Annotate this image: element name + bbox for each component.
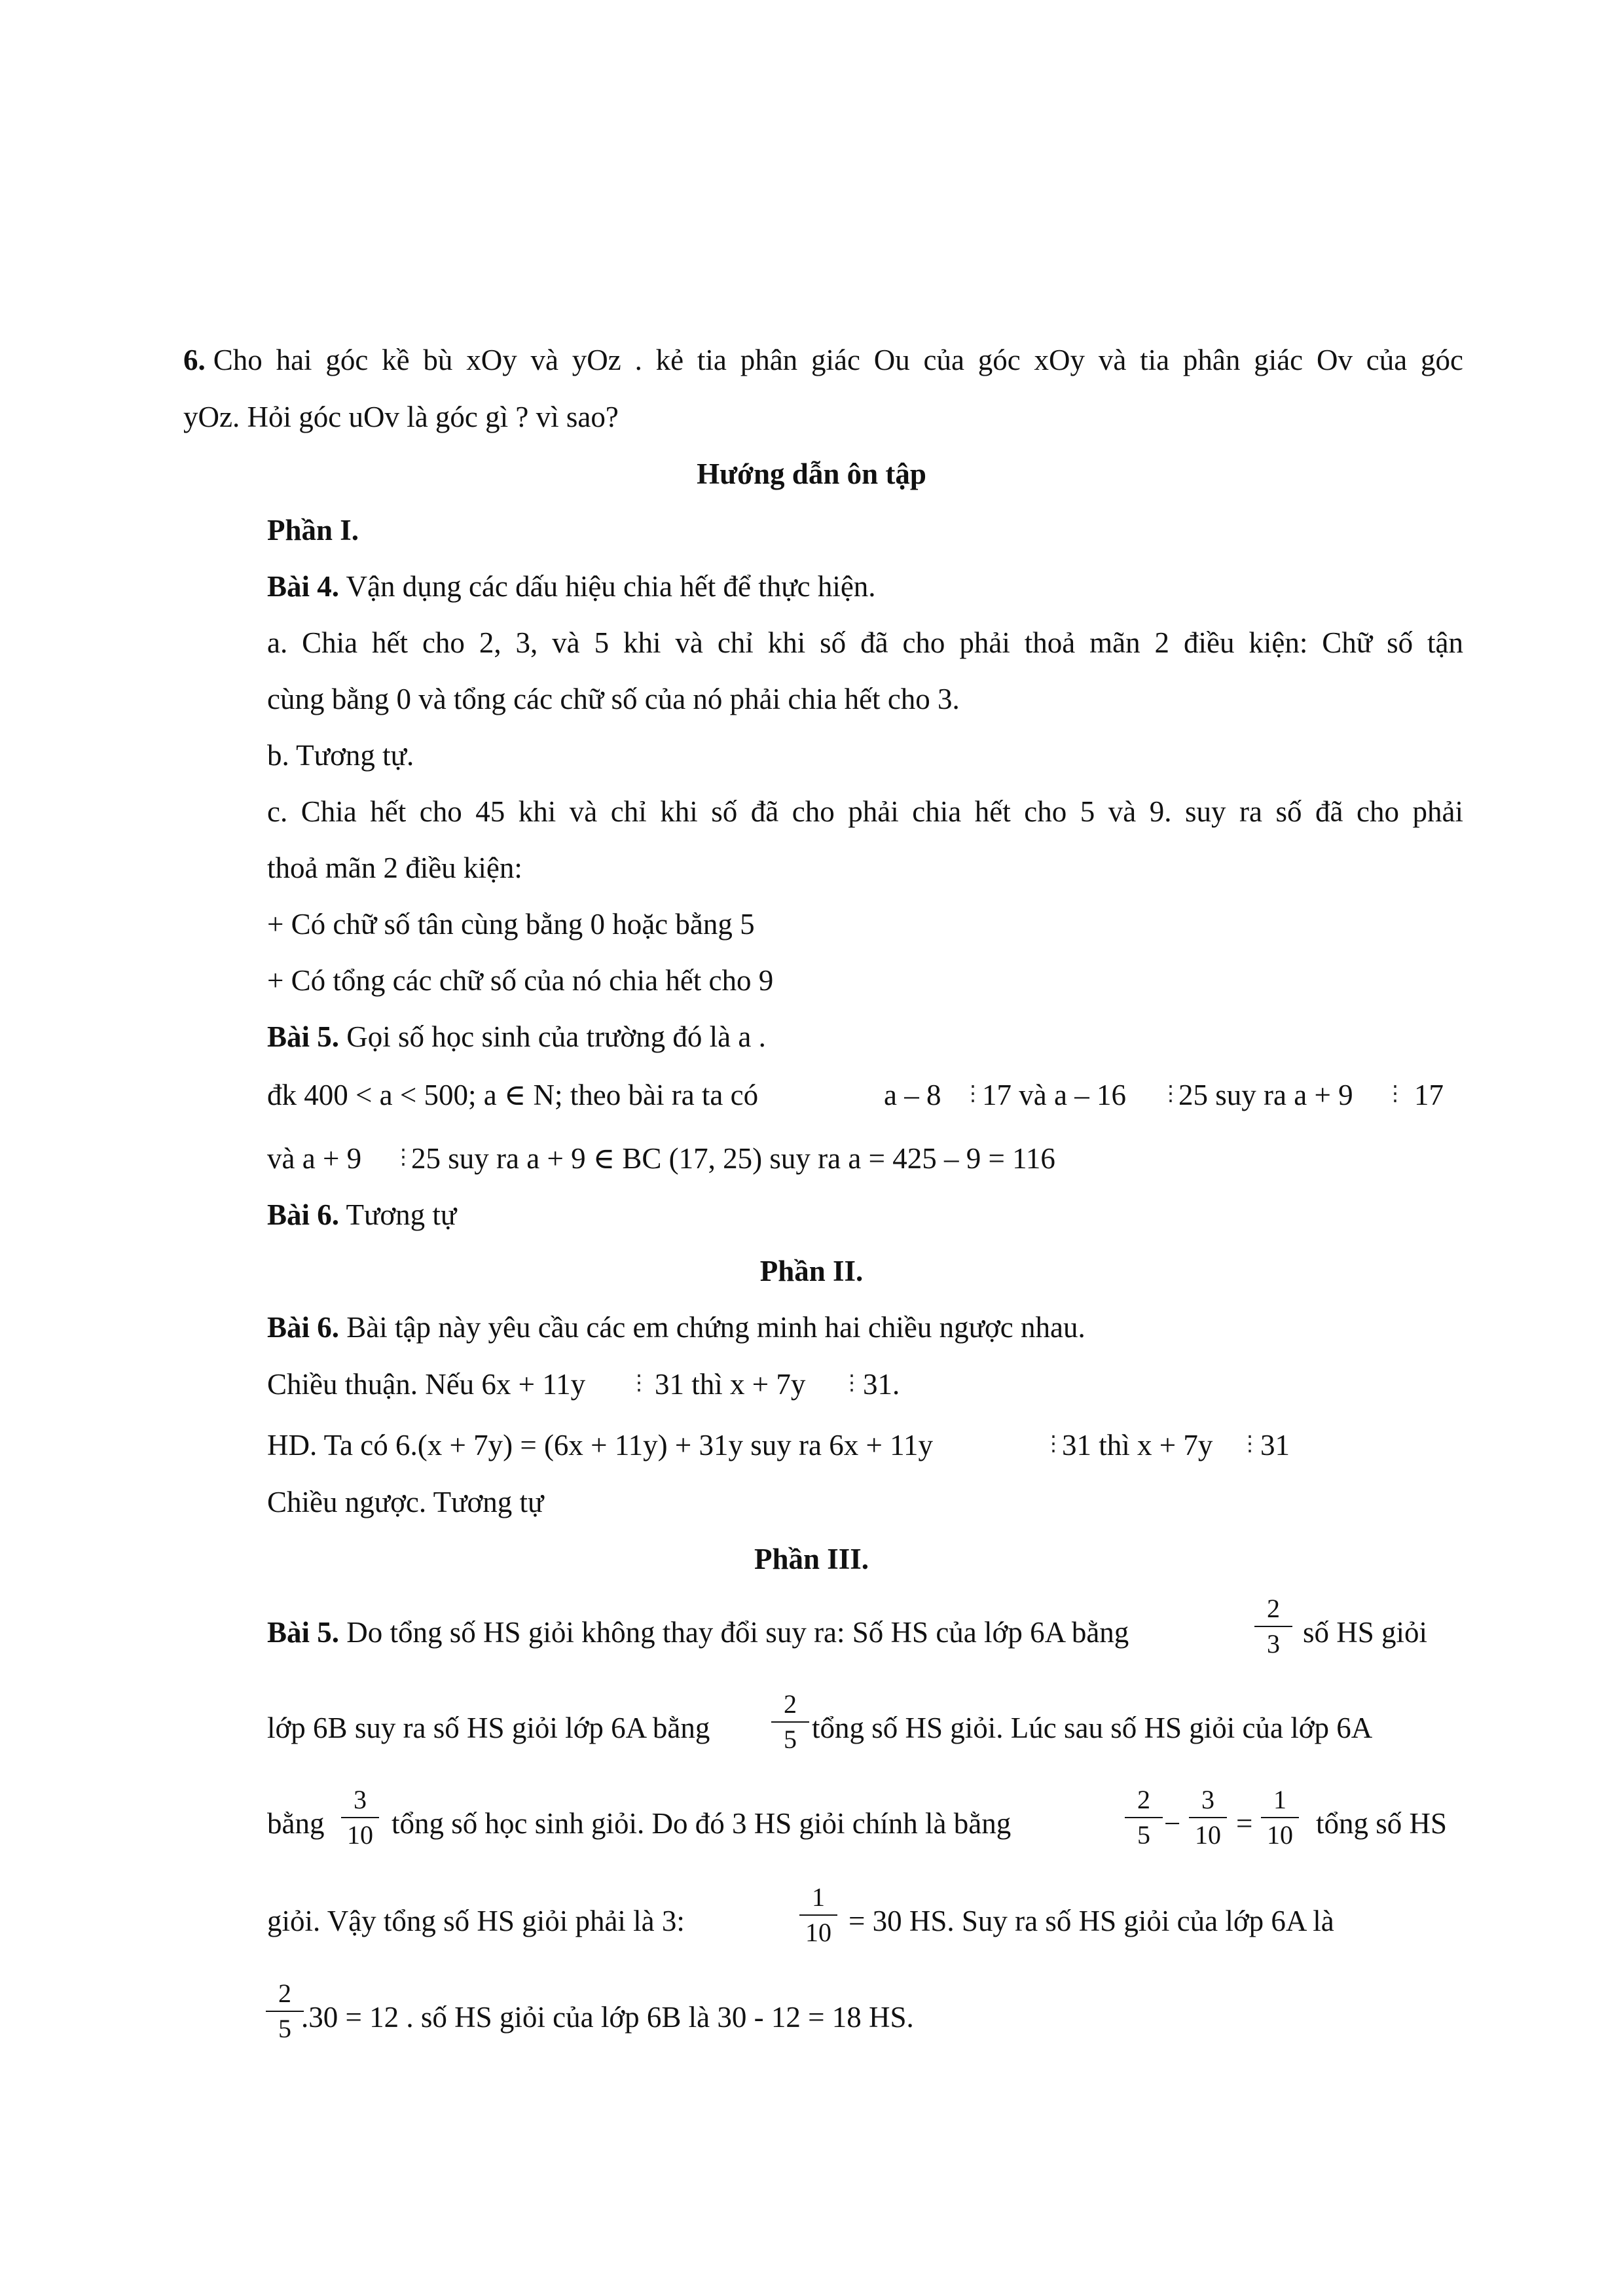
fraction-denominator: 10 bbox=[1267, 1820, 1293, 1850]
fraction-two-thirds bbox=[1250, 1593, 1296, 1660]
part1-bai6-text: Tương tự bbox=[346, 1198, 457, 1231]
part2-bai6-t2a: HD. Ta có 6.(x + 7y) = (6x + 11y) + 31y suy ra 6x + 11y bbox=[267, 1429, 933, 1462]
fraction-numerator: 3 bbox=[1201, 1785, 1214, 1814]
part1-bai5-cond2-b: 25 suy ra a + 9 ∈ BC (17, 25) suy ra a = 425 – 9 = 116 bbox=[411, 1142, 1055, 1175]
fraction-numerator: 2 bbox=[784, 1689, 797, 1719]
fraction-denominator: 10 bbox=[1195, 1820, 1221, 1850]
fraction-bar bbox=[1254, 1626, 1292, 1627]
part1-bai6-line bbox=[267, 1195, 456, 1234]
divides-symbol: ⋮ bbox=[1239, 1431, 1260, 1455]
fraction-three-tenths bbox=[1185, 1784, 1231, 1851]
q6-line-2: yOz. Hỏi góc uOv là góc gì ? vì sao? bbox=[183, 401, 619, 433]
part2-bai6-t1c: 31. bbox=[863, 1368, 900, 1401]
part3-bai5-text5: .30 = 12 . số HS giỏi của lớp 6B là 30 - 12 = 18 HS. bbox=[301, 2001, 914, 2034]
page-heading: Hướng dẫn ôn tập bbox=[697, 457, 926, 490]
part1-bai5-label: Bài 5. bbox=[267, 1020, 340, 1053]
part3-bai5-text4a: giỏi. Vậy tổng số HS giỏi phải là 3: bbox=[267, 1905, 685, 1937]
part3-bai5-line1 bbox=[267, 1613, 1129, 1652]
fraction-denominator: 5 bbox=[278, 2014, 291, 2043]
part1-bai5-cond-c: 17 và a – 16 bbox=[982, 1079, 1126, 1111]
fraction-numerator: 3 bbox=[354, 1785, 367, 1814]
part3-bai5-text2a: lớp 6B suy ra số HS giỏi lớp 6A bằng bbox=[267, 1712, 710, 1744]
fraction-two-fifths bbox=[767, 1689, 813, 1755]
q6-text-1: Cho hai góc kề bù xOy và yOz . kẻ tia phân giác Ou của góc xOy và tia phân giác Ov của góc bbox=[213, 344, 1463, 376]
equals-sign: = bbox=[1236, 1807, 1253, 1840]
part3-bai5-text3a: bằng bbox=[267, 1807, 325, 1840]
fraction-denominator: 5 bbox=[784, 1725, 797, 1754]
fraction-numerator: 2 bbox=[1267, 1594, 1280, 1623]
part3-bai5-text1: Do tổng số HS giỏi không thay đổi suy ra: Số HS của lớp 6A bằng bbox=[346, 1616, 1129, 1649]
fraction-bar bbox=[1125, 1817, 1163, 1818]
part3-bai5-text4b: = 30 HS. Suy ra số HS giỏi của lớp 6A là bbox=[848, 1905, 1334, 1937]
divides-symbol: ⋮ bbox=[841, 1371, 862, 1394]
fraction-numerator: 2 bbox=[1137, 1785, 1150, 1814]
part1-bai5-cond-e: 17 bbox=[1414, 1079, 1444, 1111]
fraction-bar bbox=[771, 1721, 809, 1723]
q6-number: 6. bbox=[183, 344, 206, 376]
part1-bai4-c2: thoả mãn 2 điều kiện: bbox=[267, 852, 522, 884]
part1-bai4-b: b. Tương tự. bbox=[267, 739, 414, 772]
fraction-denominator: 5 bbox=[1137, 1820, 1150, 1850]
part1-bai4-c4: + Có tổng các chữ số của nó chia hết cho 9 bbox=[267, 964, 774, 997]
part1-bai4-a2: cùng bằng 0 và tổng các chữ số của nó phải chia hết cho 3. bbox=[267, 683, 960, 715]
part1-bai5-cond2-a: và a + 9 bbox=[267, 1142, 362, 1175]
part2-bai6-t2c: 31 bbox=[1260, 1429, 1290, 1462]
fraction-bar bbox=[266, 2011, 304, 2012]
part2-bai6-t1b: 31 thì x + 7y bbox=[655, 1368, 806, 1401]
fraction-bar bbox=[1261, 1817, 1299, 1818]
fraction-bar bbox=[799, 1914, 837, 1916]
part1-bai5-text: Gọi số học sinh của trường đó là a . bbox=[346, 1020, 766, 1053]
fraction-bar bbox=[1189, 1817, 1227, 1818]
divides-symbol: ⋮ bbox=[629, 1371, 649, 1394]
q6-line-1 bbox=[183, 340, 1463, 380]
part2-bai6-label: Bài 6. bbox=[267, 1311, 340, 1344]
part3-title: Phần III. bbox=[754, 1543, 869, 1575]
part3-bai5-text1-end: số HS giỏi bbox=[1303, 1616, 1428, 1649]
fraction-numerator: 1 bbox=[1273, 1785, 1286, 1814]
divides-symbol: ⋮ bbox=[393, 1145, 414, 1168]
divides-symbol: ⋮ bbox=[1385, 1081, 1406, 1105]
divides-symbol: ⋮ bbox=[1043, 1431, 1064, 1455]
part2-bai6-t3: Chiều ngược. Tương tự bbox=[267, 1486, 544, 1518]
part1-bai4-text: Vận dụng các dấu hiệu chia hết để thực hiện. bbox=[346, 570, 876, 603]
fraction-three-tenths bbox=[337, 1784, 383, 1851]
fraction-two-fifths bbox=[1121, 1784, 1167, 1851]
fraction-numerator: 2 bbox=[278, 1979, 291, 2008]
part1-bai4-c3: + Có chữ số tân cùng bằng 0 hoặc bằng 5 bbox=[267, 908, 755, 941]
part2-bai6-t2b: 31 thì x + 7y bbox=[1062, 1429, 1213, 1462]
part2-title: Phần II. bbox=[759, 1255, 864, 1287]
part3-bai5-text3b: tổng số học sinh giỏi. Do đó 3 HS giỏi chính là bằng bbox=[392, 1807, 1012, 1840]
divides-symbol: ⋮ bbox=[1160, 1081, 1181, 1105]
part2-bai6-text: Bài tập này yêu cầu các em chứng minh hai chiều ngược nhau. bbox=[346, 1311, 1085, 1344]
fraction-one-tenth bbox=[1257, 1784, 1303, 1851]
part1-bai4-c1: c. Chia hết cho 45 khi và chỉ khi số đã cho phải chia hết cho 5 và 9. suy ra số đã cho phải bbox=[267, 795, 1463, 828]
part1-bai5-cond-d: 25 suy ra a + 9 bbox=[1178, 1079, 1353, 1111]
part2-bai6-line bbox=[267, 1308, 1085, 1347]
part1-bai4-label: Bài 4. bbox=[267, 570, 340, 603]
fraction-bar bbox=[341, 1817, 379, 1818]
part3-bai5-label: Bài 5. bbox=[267, 1616, 340, 1649]
minus-sign: − bbox=[1164, 1807, 1181, 1840]
part3-bai5-text3c: tổng số HS bbox=[1316, 1807, 1448, 1840]
fraction-numerator: 1 bbox=[812, 1882, 825, 1912]
part2-bai6-t1a: Chiều thuận. Nếu 6x + 11y bbox=[267, 1368, 586, 1401]
divides-symbol: ⋮ bbox=[962, 1081, 983, 1105]
part1-bai5-cond-b: a – 8 bbox=[884, 1079, 941, 1111]
part1-bai5-line bbox=[267, 1017, 766, 1056]
part1-bai4-a1: a. Chia hết cho 2, 3, và 5 khi và chỉ khi số đã cho phải thoả mãn 2 điều kiện: Chữ số tận bbox=[267, 626, 1463, 659]
part3-bai5-text2b: tổng số HS giỏi. Lúc sau số HS giỏi của lớp 6A bbox=[812, 1712, 1373, 1744]
fraction-one-tenth bbox=[795, 1882, 841, 1948]
fraction-denominator: 3 bbox=[1267, 1629, 1280, 1659]
part1-bai4-line bbox=[267, 567, 876, 606]
part1-bai5-cond-a: đk 400 < a < 500; a ∈ N; theo bài ra ta có bbox=[267, 1079, 759, 1111]
fraction-denominator: 10 bbox=[347, 1820, 373, 1850]
part1-bai6-label: Bài 6. bbox=[267, 1198, 340, 1231]
fraction-denominator: 10 bbox=[805, 1918, 831, 1947]
part1-title: Phần I. bbox=[267, 514, 359, 547]
